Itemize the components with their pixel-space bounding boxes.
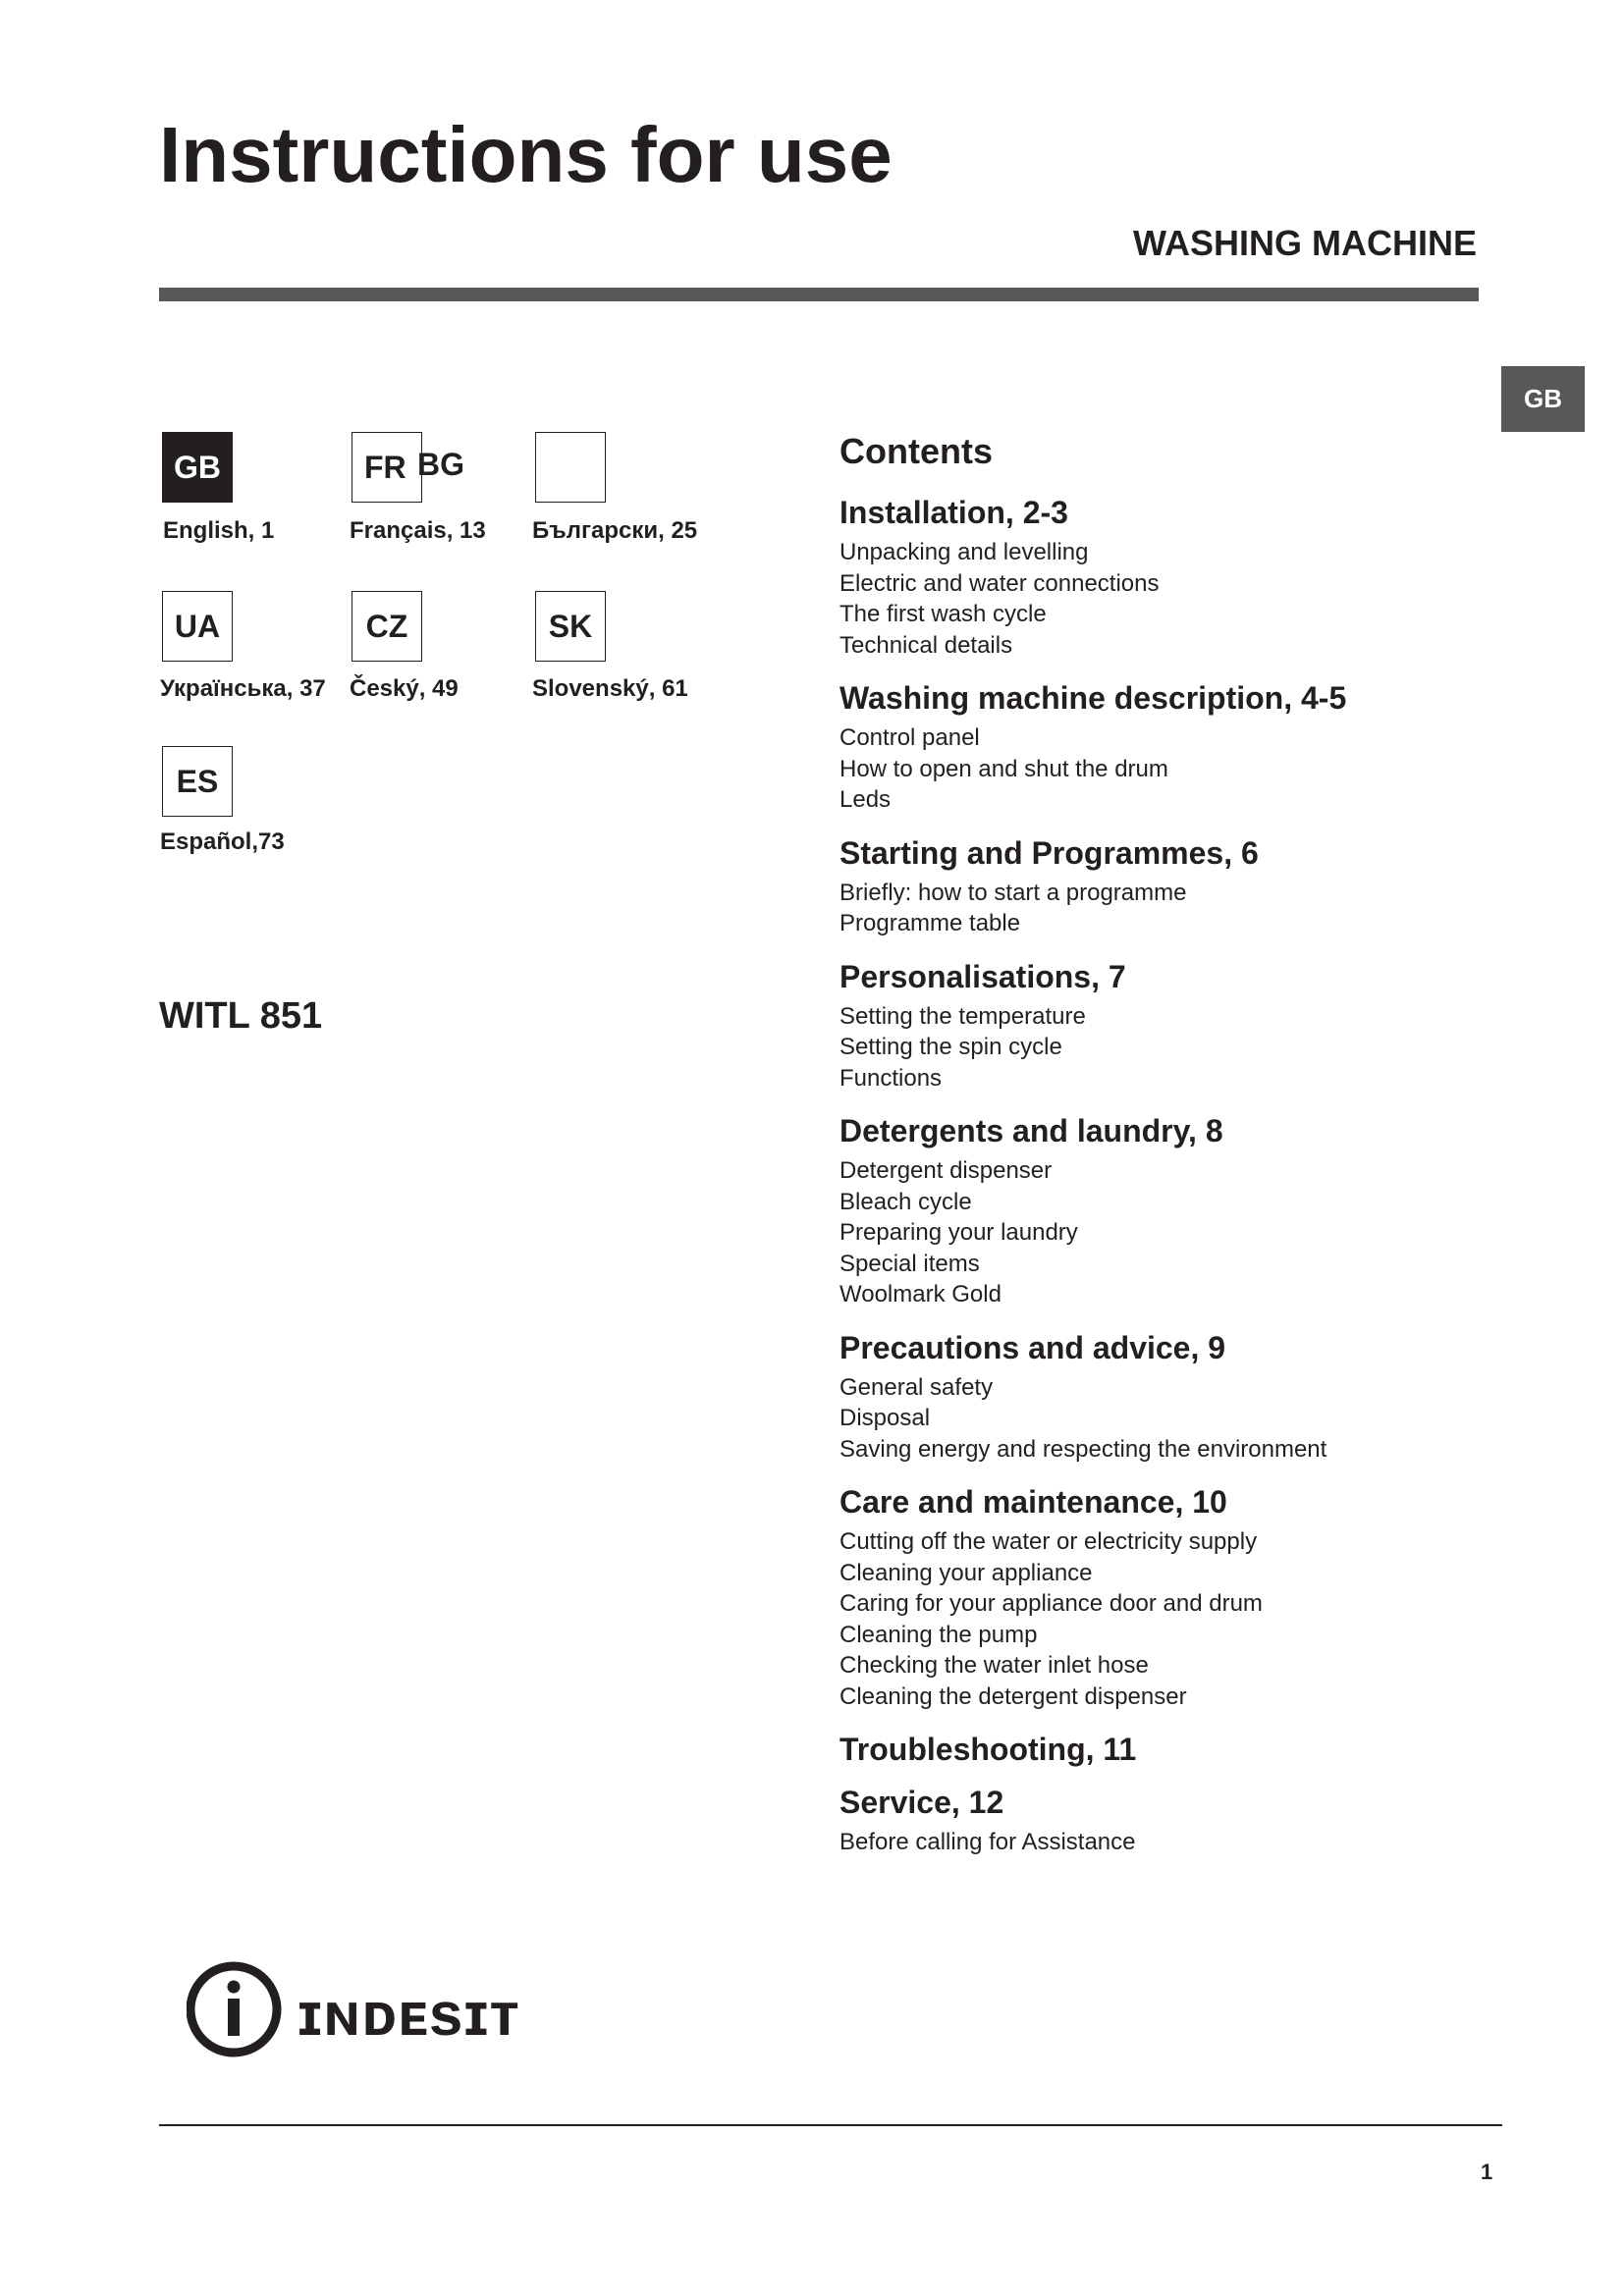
language-label-ukrainian[interactable]: Українська, 37	[160, 675, 326, 702]
toc-section-personalisations	[839, 958, 1527, 1095]
language-box-ua[interactable]: UA	[162, 591, 233, 662]
toc-item[interactable]: Disposal	[839, 1405, 931, 1431]
language-label-bulgarian[interactable]: Български, 25	[532, 517, 698, 544]
svg-text:ɪɴᴅᴇsɪᴛ: ɪɴᴅᴇsɪᴛ	[298, 1981, 520, 2049]
toc-item[interactable]: Programme table	[839, 910, 1021, 936]
toc-item[interactable]: Control panel	[839, 724, 980, 751]
toc-item[interactable]: How to open and shut the drum	[839, 755, 1168, 782]
table-of-contents	[839, 431, 1527, 1880]
toc-item[interactable]: Unpacking and levelling	[839, 539, 1089, 565]
toc-item[interactable]: Cleaning the detergent dispenser	[839, 1682, 1187, 1710]
language-label-spanish[interactable]: Español,73	[160, 828, 285, 855]
toc-section-programmes	[839, 834, 1527, 939]
toc-item[interactable]: Preparing your laundry	[839, 1219, 1078, 1246]
model-number: WITL 851	[159, 995, 323, 1037]
language-box-gb[interactable]: GB	[162, 432, 233, 503]
language-label-czech[interactable]: Český, 49	[350, 675, 459, 702]
header-divider	[159, 288, 1479, 301]
toc-heading[interactable]: Detergents and laundry, 8	[839, 1113, 1223, 1148]
toc-item[interactable]: Briefly: how to start a programme	[839, 879, 1187, 906]
language-code-fr: FR	[364, 450, 406, 485]
toc-heading[interactable]: Personalisations, 7	[839, 958, 1126, 994]
toc-item[interactable]: Functions	[839, 1064, 943, 1092]
toc-section-description	[839, 682, 1527, 816]
language-code-bg: BG	[417, 447, 464, 482]
language-box-fr[interactable]	[352, 432, 422, 503]
language-box-bg[interactable]	[535, 432, 606, 503]
language-box-es[interactable]: ES	[162, 746, 233, 817]
toc-section-service	[839, 1787, 1527, 1858]
language-label-slovak[interactable]: Slovenský, 61	[532, 675, 688, 702]
toc-item[interactable]: Cleaning your appliance	[839, 1559, 1093, 1586]
contents-title: Contents	[839, 431, 993, 471]
product-type-heading: WASHING MACHINE	[1133, 223, 1477, 263]
toc-section-installation	[839, 497, 1527, 661]
toc-item[interactable]: The first wash cycle	[839, 601, 1047, 627]
toc-item[interactable]: Saving energy and respecting the environment	[839, 1435, 1327, 1463]
toc-item[interactable]: Special items	[839, 1250, 980, 1277]
toc-item[interactable]: Checking the water inlet hose	[839, 1652, 1149, 1679]
toc-item[interactable]: Woolmark Gold	[839, 1281, 1001, 1308]
toc-section-troubleshooting	[839, 1734, 1527, 1765]
language-label-english[interactable]: English, 1	[163, 517, 275, 544]
toc-item[interactable]: General safety	[839, 1373, 994, 1401]
toc-heading[interactable]: Precautions and advice, 9	[839, 1329, 1226, 1365]
toc-item[interactable]: Cutting off the water or electricity supply	[839, 1528, 1258, 1555]
language-label-french[interactable]: Français, 13	[350, 517, 486, 544]
page-title: Instructions for use	[159, 111, 893, 198]
language-box-sk[interactable]: SK	[535, 591, 606, 662]
toc-item[interactable]: Setting the temperature	[839, 1002, 1086, 1030]
toc-section-care	[839, 1486, 1527, 1712]
i-circle-icon	[190, 1966, 277, 2053]
toc-heading[interactable]: Care and maintenance, 10	[839, 1484, 1227, 1520]
toc-item[interactable]: Technical details	[839, 631, 1013, 659]
toc-section-precautions	[839, 1329, 1527, 1466]
footer-divider	[159, 2124, 1502, 2126]
toc-heading[interactable]: Installation, 2-3	[839, 495, 1068, 530]
toc-heading[interactable]: Troubleshooting, 11	[839, 1732, 1137, 1767]
toc-heading[interactable]: Washing machine description, 4-5	[839, 680, 1347, 716]
toc-item[interactable]: Electric and water connections	[839, 569, 1160, 597]
toc-item[interactable]: Setting the spin cycle	[839, 1034, 1062, 1060]
toc-item[interactable]: Caring for your appliance door and drum	[839, 1590, 1263, 1617]
toc-section-detergents	[839, 1115, 1527, 1310]
toc-item[interactable]: Leds	[839, 786, 892, 813]
toc-heading[interactable]: Service, 12	[839, 1785, 1004, 1820]
indesit-logo	[187, 1958, 579, 2061]
toc-item[interactable]: Detergent dispenser	[839, 1157, 1053, 1184]
page-number: 1	[1481, 2160, 1493, 2184]
toc-item[interactable]: Bleach cycle	[839, 1188, 972, 1215]
toc-item[interactable]: Before calling for Assistance	[839, 1829, 1136, 1855]
toc-item[interactable]: Cleaning the pump	[839, 1621, 1038, 1648]
language-side-tab: GB	[1501, 366, 1585, 432]
language-box-cz[interactable]: CZ	[352, 591, 422, 662]
toc-heading[interactable]: Starting and Programmes, 6	[839, 834, 1259, 871]
